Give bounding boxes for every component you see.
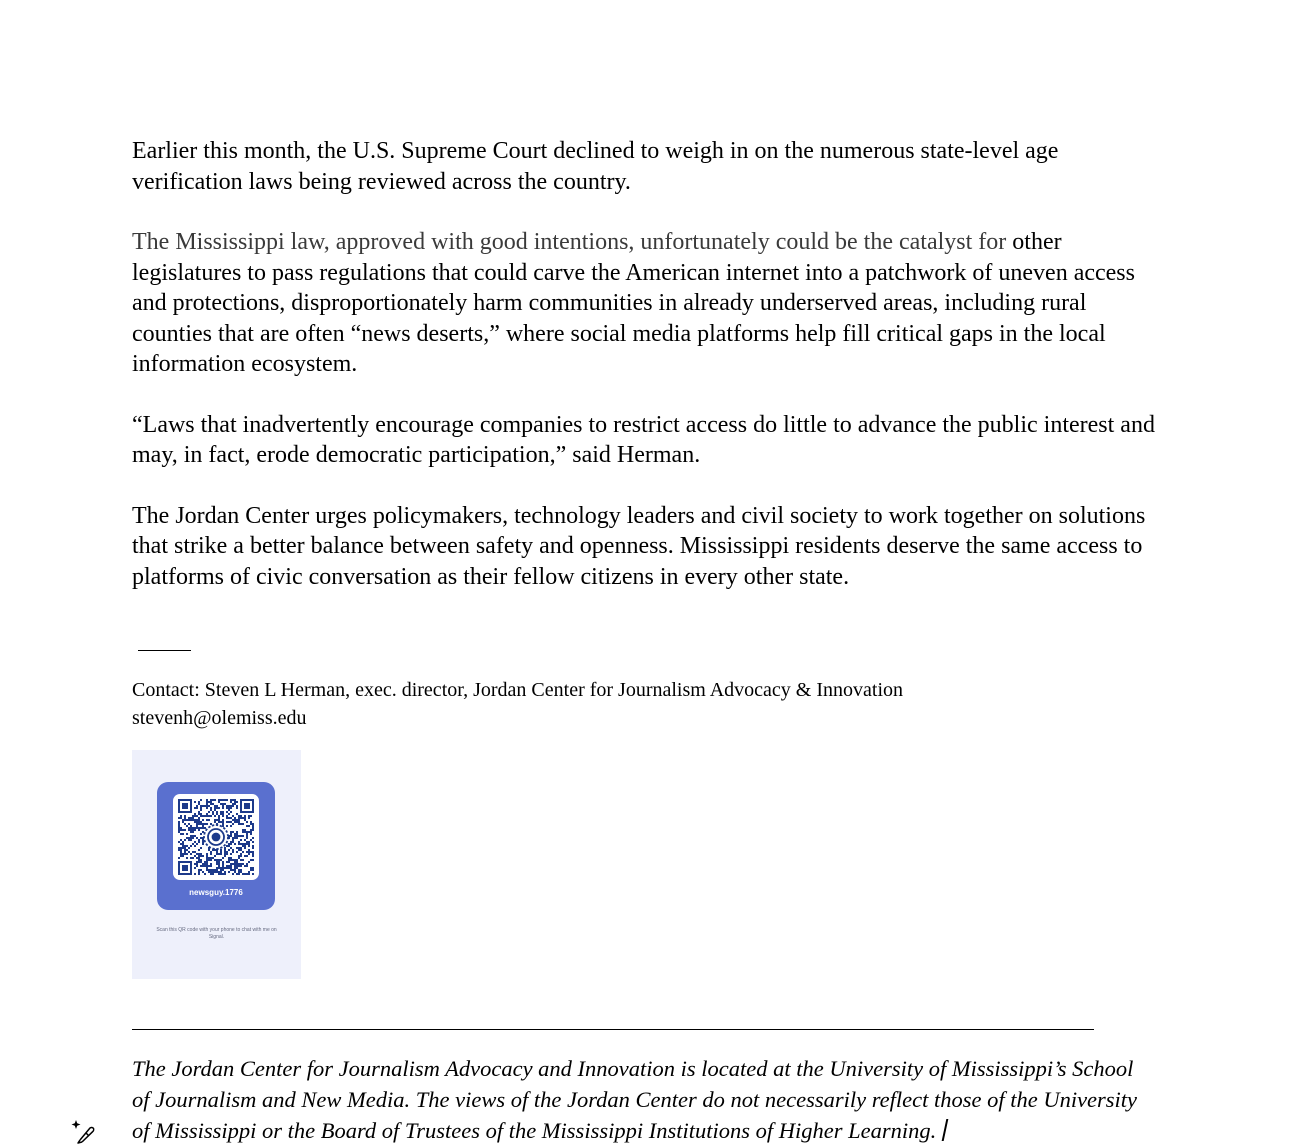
contact-line: Contact: Steven L Herman, exec. director, Jordan Center for Journalism Advocacy & Innovation [132, 679, 904, 701]
document-body [132, 136, 1162, 622]
paragraph-lead-text: The Mississippi law, approved with good intentions, unfortunately could be the catalyst for [132, 229, 1007, 255]
disclaimer [132, 1053, 1142, 1146]
paragraph-jordan-center-urges: The Jordan Center urges policymakers, technology leaders and civil society to work together on solutions that strike a better balance between safety and openness. Mississippi residents deserve the same access to platforms of civic conversation as their fellow citizens in every other state. [132, 502, 1146, 590]
disclaimer-text: The Jordan Center for Journalism Advocacy and Innovation is located at the University of Mississippi’s School of Journalism and New Media. The views of the Jordan Center do not necessarily reflect those of the University of Mississippi or the Board of Trustees of the Mississippi Institutions of Higher Learning. [132, 1056, 1138, 1143]
qr-code-icon [178, 799, 254, 875]
contact-email[interactable]: stevenh@olemiss.edu [132, 707, 307, 729]
contact-block [132, 676, 903, 732]
paragraph-rest-text: other legislatures to pass regulations that could carve the American internet into a patchwork of uneven access and protections, disproportionately harm communities in already underserved areas, including rural counties that are often “news deserts,” where social media platforms help fill critical gaps in the local information ecosystem. [132, 229, 1135, 377]
paragraph-supreme-court: Earlier this month, the U.S. Supreme Court declined to weigh in on the numerous state-level age verification laws being reviewed across the country. [132, 138, 1059, 195]
qr-tile [157, 782, 275, 910]
signal-username: newsguy.1776 [189, 888, 243, 897]
paragraph-mississippi-law [132, 227, 1162, 380]
qr-code-frame [173, 794, 259, 880]
short-divider [138, 650, 191, 651]
signal-qr-card [132, 750, 301, 979]
text-cursor [942, 1119, 949, 1141]
qr-caption: Scan this QR code with your phone to chat with me on Signal. [156, 927, 277, 940]
magic-wand-sparkle-icon[interactable] [68, 1116, 96, 1144]
footer-rule [132, 1029, 1094, 1030]
paragraph-herman-quote: “Laws that inadvertently encourage companies to restrict access do little to advance the public interest and may, in fact, erode democratic participation,” said Herman. [132, 411, 1155, 468]
